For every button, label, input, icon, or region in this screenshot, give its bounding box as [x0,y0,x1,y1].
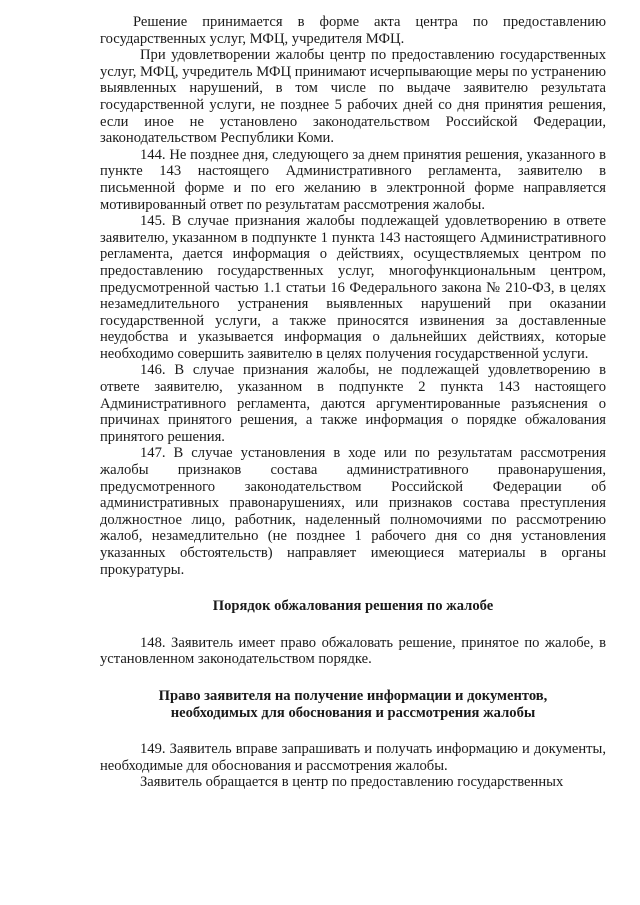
paragraph-decision-form: Решение принимается в форме акта центра по предоставлению государственных услуг, МФЦ, учредителя МФЦ. [100,14,606,47]
paragraph-147: 147. В случае установления в ходе или по результатам рассмотрения жалобы признаков состава административного правонарушения, предусмотренного законодательством Российской Федерации об административных правонарушениях, или признаков состава преступления должностное лицо, работник, наделенный полномочиями по рассмотрению жалоб, незамедлительно (не позднее 1 рабочего дня со дня установления указанных обстоятельств) направляет имеющиеся материалы в органы прокуратуры. [100,445,606,578]
paragraph-148: 148. Заявитель имеет право обжаловать решение, принятое по жалобе, в установленном законодательством порядке. [100,634,606,668]
section-heading-rights [100,688,606,721]
paragraph-149: 149. Заявитель вправе запрашивать и получать информацию и документы, необходимые для обоснования и рассмотрения жалобы. [100,741,606,774]
section-heading-rights-line1: Право заявителя на получение информации и документов, [158,687,548,704]
paragraph-145: 145. В случае признания жалобы подлежащей удовлетворению в ответе заявителю, указанном в подпункте 1 пункта 143 настоящего Административного регламента, дается информация о действиях, осуществляемых центром по предоставлению государственных услуг, многофункциональным центром, предусмотренной частью 1.1 статьи 16 Федерального закона № 210-ФЗ, в целях незамедлительного устранения выявленных нарушений при оказании государственной услуги, а также приносятся извинения за доставленные неудобства и указывается информация о дальнейших действиях, которые необходимо совершить заявителю в целях получения государственной услуги. [100,213,606,362]
paragraph-146: 146. В случае признания жалобы, не подлежащей удовлетворению в ответе заявителю, указанном в подпункте 2 пункта 143 настоящего Административного регламента, даются аргументированные разъяснения о причинах принятого решения, а также информация о порядке обжалования принятого решения. [100,362,606,445]
paragraph-satisfaction: При удовлетворении жалобы центр по предоставлению государственных услуг, МФЦ, учредитель МФЦ принимают исчерпывающие меры по устранению выявленных нарушений, в том числе по выдаче заявителю результата государственной услуги, не позднее 5 рабочих дней со дня принятия решения, если иное не установлено законодательством Российской Федерации, законодательством Республики Коми. [100,47,606,147]
paragraph-144: 144. Не позднее дня, следующего за днем принятия решения, указанного в пункте 143 настоящего Административного регламента, заявителю в письменной форме и по его желанию в электронной форме направляется мотивированный ответ по результатам рассмотрения жалобы. [100,146,606,213]
paragraph-applicant-appeals: Заявитель обращается в центр по предоставлению государственных [140,774,564,791]
section-heading-rights-line2: необходимых для обоснования и рассмотрения жалобы [170,704,536,721]
section-heading-appeal: Порядок обжалования решения по жалобе [212,598,494,615]
